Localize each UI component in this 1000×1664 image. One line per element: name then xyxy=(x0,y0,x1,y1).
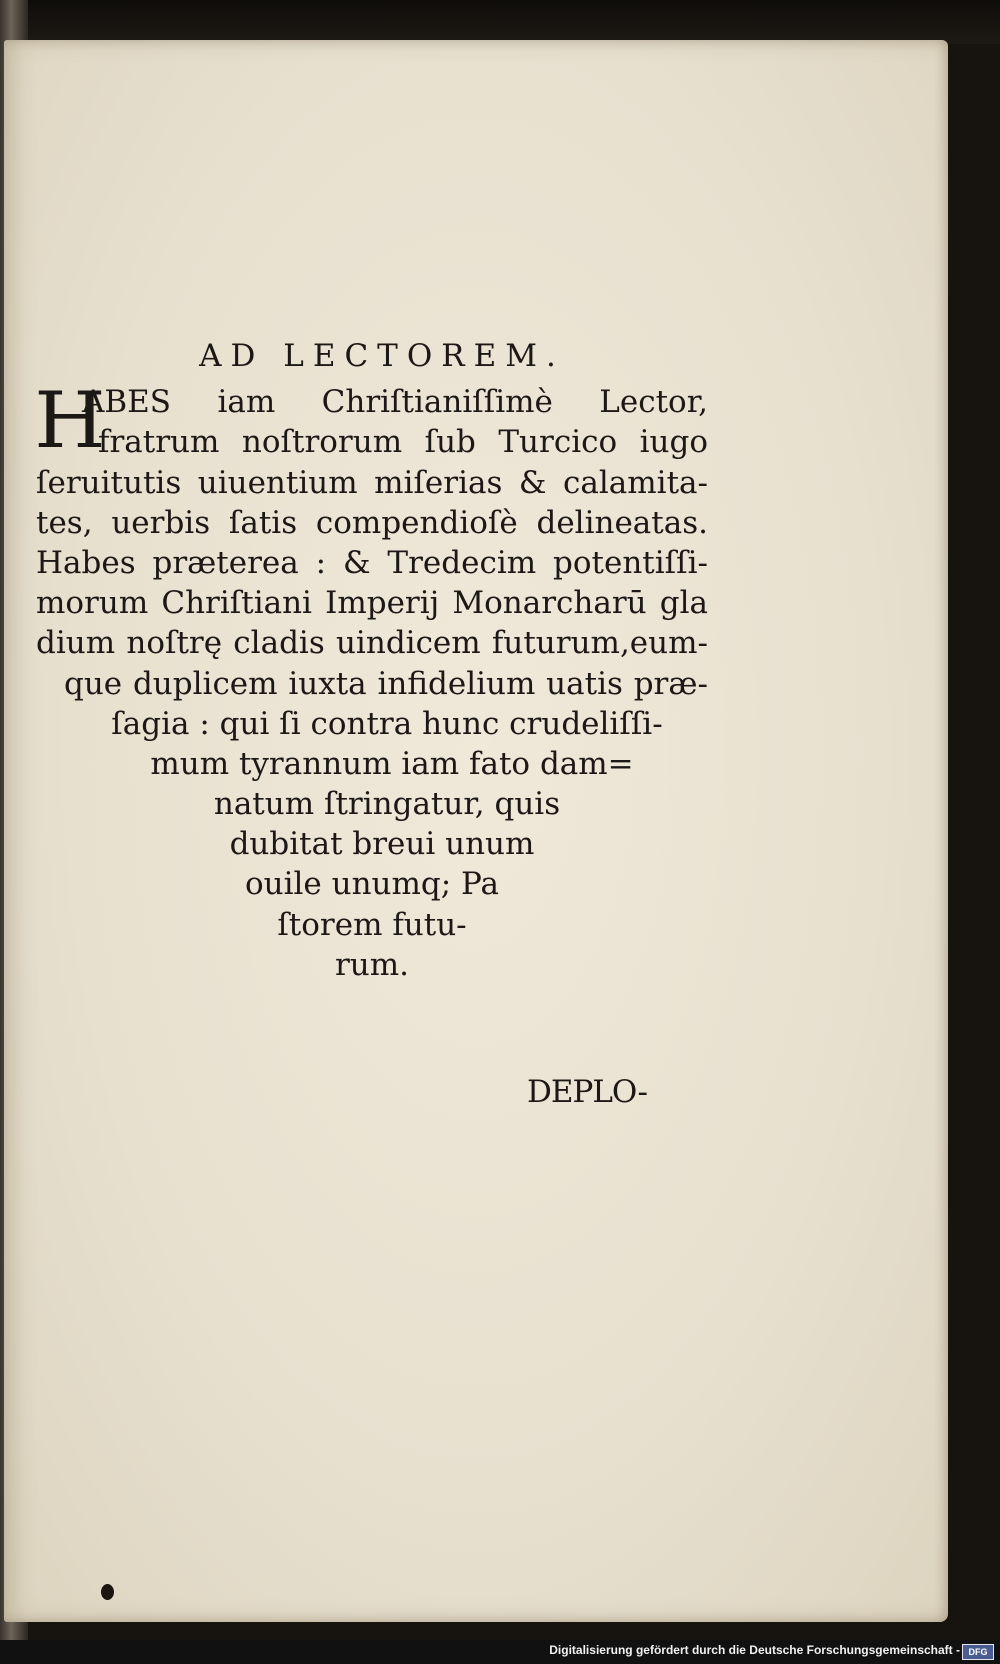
digitization-footer xyxy=(0,1640,1000,1664)
text-line-15: rum. xyxy=(334,946,410,983)
text-line-8: que duplicem iuxta infidelium uatis præ- xyxy=(64,665,708,702)
text-line-7: dium noſtrę cladis uindicem futurum,eum- xyxy=(36,625,708,662)
text-line-11: natum ſtringatur, quis xyxy=(213,786,561,823)
text-line-12: dubitat breui unum xyxy=(229,826,535,863)
drop-cap: H xyxy=(34,376,106,466)
main-text-block xyxy=(36,336,708,985)
text-line-2: fratrum noſtrorum ſub Turcico iugo xyxy=(98,424,708,461)
text-line-6: morum Chriſtiani Imperij Monarcharū gla xyxy=(36,585,708,622)
text-line-3: ſeruitutis uiuentium miſerias & calamita- xyxy=(36,464,708,501)
dfg-logo-icon: DFG xyxy=(962,1644,994,1660)
heading-ad-lectorem: AD LECTOREM. xyxy=(199,338,565,374)
text-line-13: ouile unumq; Pa xyxy=(244,866,500,903)
text-line-9: ſagia : qui ſi contra hunc crudeliſſi- xyxy=(111,705,663,742)
catchword: DEPLO- xyxy=(527,1074,647,1110)
text-line-5: Habes præterea : & Tredecim potentiſſi- xyxy=(36,544,708,581)
book-page xyxy=(4,40,948,1622)
footer-credit: Digitalisierung gefördert durch die Deutsche Forschungsgemeinschaft - xyxy=(549,1643,960,1657)
text-line-10: mum tyrannum iam fato dam= xyxy=(150,745,634,782)
text-line-14: ſtorem futu- xyxy=(277,906,467,943)
text-line-4: tes, uerbis ſatis compendioſè delineatas. xyxy=(36,504,708,541)
scan-top-border xyxy=(0,0,1000,44)
ink-dot-mark xyxy=(101,1584,114,1600)
text-line-1: ABES iam Chriſtianiſſimè Lector, xyxy=(82,384,708,421)
